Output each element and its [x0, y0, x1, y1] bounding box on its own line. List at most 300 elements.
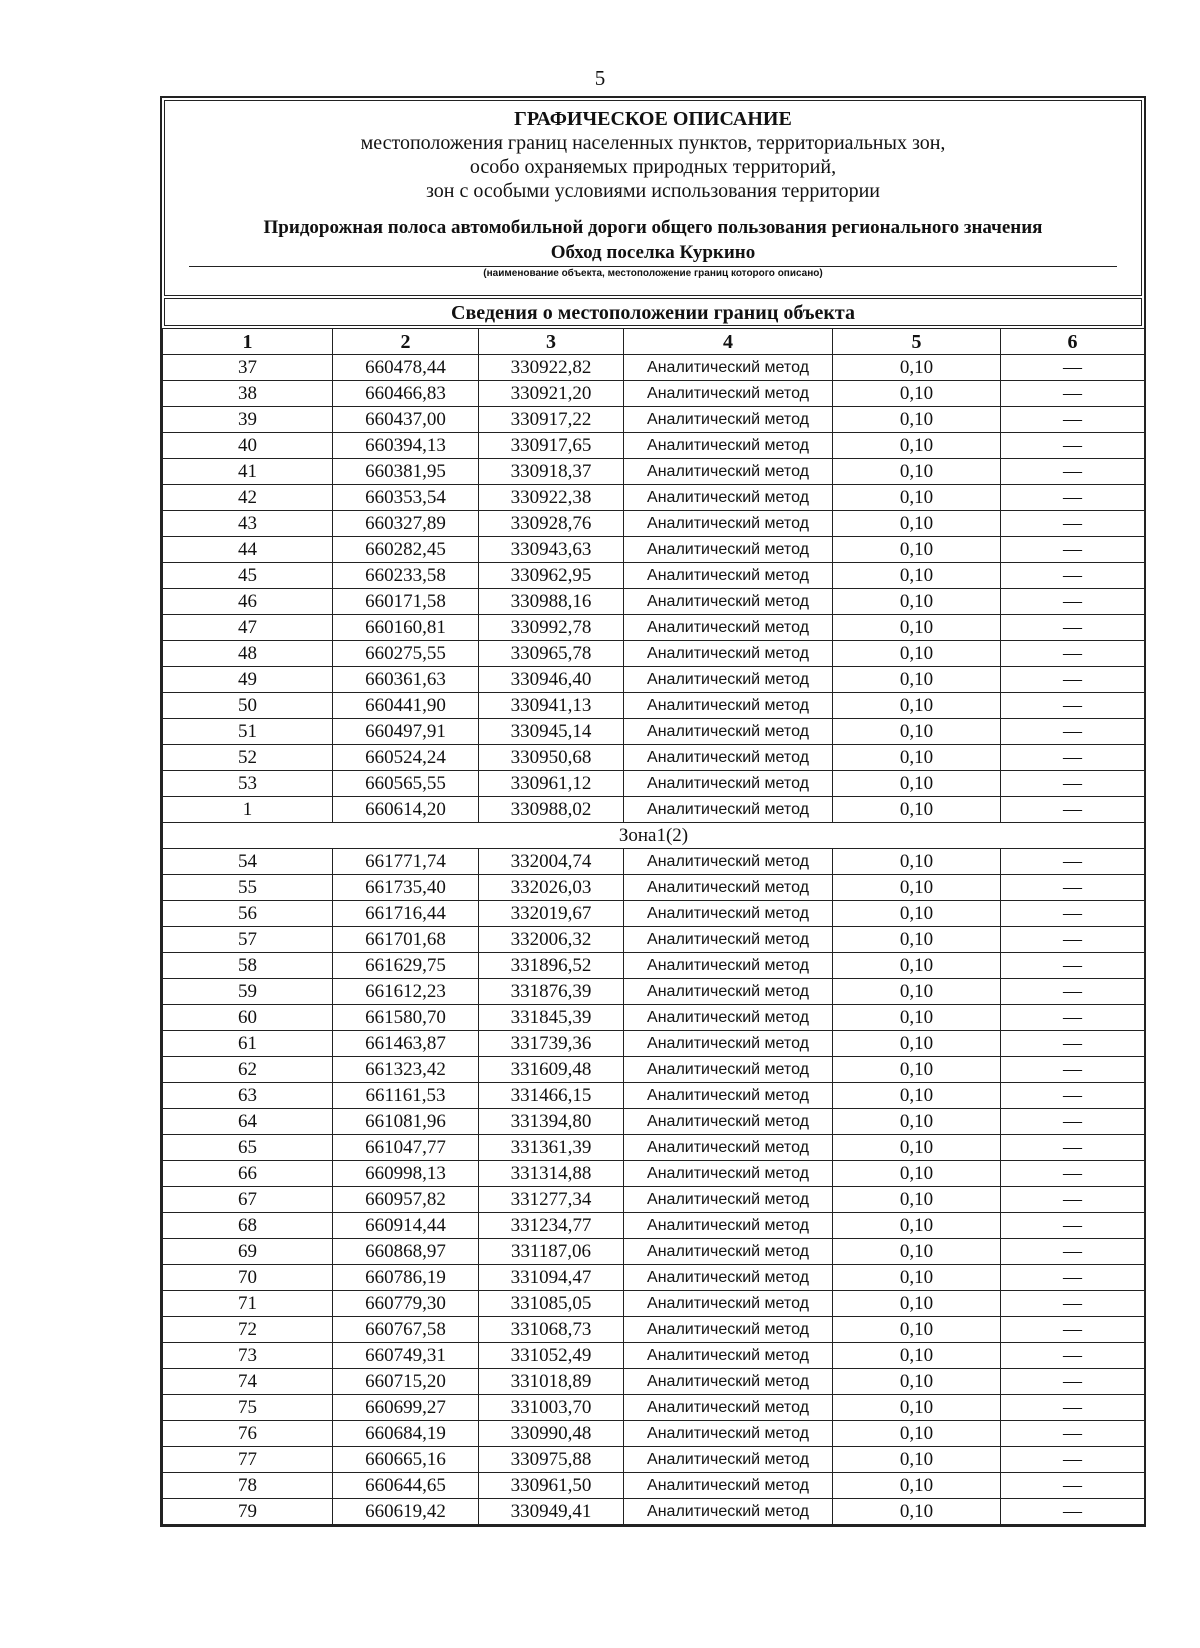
- method-cell: Аналитический метод: [624, 1421, 833, 1447]
- table-row: [163, 901, 1145, 927]
- table-row: [163, 563, 1145, 589]
- table-row: [163, 1473, 1145, 1499]
- description-cell: —: [1001, 563, 1145, 589]
- point-number-cell: 75: [163, 1395, 333, 1421]
- point-number-cell: 68: [163, 1213, 333, 1239]
- description-cell: —: [1001, 407, 1145, 433]
- description-cell: —: [1001, 1031, 1145, 1057]
- y-coordinate-cell: 331085,05: [479, 1291, 624, 1317]
- object-caption: (наименование объекта, местоположение границ которого описано): [483, 268, 823, 279]
- accuracy-cell: 0,10: [833, 927, 1001, 953]
- point-number-cell: 74: [163, 1369, 333, 1395]
- y-coordinate-cell: 331394,80: [479, 1109, 624, 1135]
- y-coordinate-cell: 330961,50: [479, 1473, 624, 1499]
- x-coordinate-cell: 660441,90: [333, 693, 479, 719]
- x-coordinate-cell: 660767,58: [333, 1317, 479, 1343]
- table-row: [163, 1395, 1145, 1421]
- description-cell: —: [1001, 433, 1145, 459]
- accuracy-cell: 0,10: [833, 667, 1001, 693]
- point-number-cell: 69: [163, 1239, 333, 1265]
- description-cell: —: [1001, 745, 1145, 771]
- method-cell: Аналитический метод: [624, 641, 833, 667]
- x-coordinate-cell: 660684,19: [333, 1421, 479, 1447]
- x-coordinate-cell: 660699,27: [333, 1395, 479, 1421]
- y-coordinate-cell: 331018,89: [479, 1369, 624, 1395]
- x-coordinate-cell: 661047,77: [333, 1135, 479, 1161]
- method-cell: Аналитический метод: [624, 1291, 833, 1317]
- point-number-cell: 39: [163, 407, 333, 433]
- y-coordinate-cell: 330962,95: [479, 563, 624, 589]
- point-number-cell: 54: [163, 849, 333, 875]
- table-row: [163, 667, 1145, 693]
- description-cell: —: [1001, 1369, 1145, 1395]
- description-cell: —: [1001, 1317, 1145, 1343]
- column-header: 6: [1001, 329, 1145, 355]
- accuracy-cell: 0,10: [833, 589, 1001, 615]
- column-header: 4: [624, 329, 833, 355]
- accuracy-cell: 0,10: [833, 381, 1001, 407]
- y-coordinate-cell: 330922,82: [479, 355, 624, 381]
- x-coordinate-cell: 660437,00: [333, 407, 479, 433]
- section-title: Сведения о местоположении границ объекта: [164, 298, 1142, 326]
- accuracy-cell: 0,10: [833, 719, 1001, 745]
- table-row: [163, 875, 1145, 901]
- description-cell: —: [1001, 1499, 1145, 1525]
- x-coordinate-cell: 660614,20: [333, 797, 479, 823]
- point-number-cell: 37: [163, 355, 333, 381]
- point-number-cell: 44: [163, 537, 333, 563]
- table-row: [163, 1213, 1145, 1239]
- table-row: [163, 537, 1145, 563]
- x-coordinate-cell: 660282,45: [333, 537, 479, 563]
- y-coordinate-cell: 331896,52: [479, 953, 624, 979]
- table-row: [163, 927, 1145, 953]
- table-row: [163, 1499, 1145, 1525]
- accuracy-cell: 0,10: [833, 485, 1001, 511]
- method-cell: Аналитический метод: [624, 1135, 833, 1161]
- accuracy-cell: 0,10: [833, 355, 1001, 381]
- method-cell: Аналитический метод: [624, 875, 833, 901]
- y-coordinate-cell: 330922,38: [479, 485, 624, 511]
- point-number-cell: 76: [163, 1421, 333, 1447]
- header-line-1: местоположения границ населенных пунктов, территориальных зон,: [360, 132, 946, 154]
- description-cell: —: [1001, 589, 1145, 615]
- table-body: [163, 355, 1145, 1525]
- description-cell: —: [1001, 1265, 1145, 1291]
- point-number-cell: 58: [163, 953, 333, 979]
- table-row: [163, 1265, 1145, 1291]
- x-coordinate-cell: 660497,91: [333, 719, 479, 745]
- method-cell: Аналитический метод: [624, 927, 833, 953]
- description-cell: —: [1001, 355, 1145, 381]
- header-line-2: особо охраняемых природных территорий,: [469, 156, 837, 178]
- y-coordinate-cell: 330917,65: [479, 433, 624, 459]
- y-coordinate-cell: 332006,32: [479, 927, 624, 953]
- accuracy-cell: 0,10: [833, 1005, 1001, 1031]
- accuracy-cell: 0,10: [833, 1265, 1001, 1291]
- description-cell: —: [1001, 485, 1145, 511]
- method-cell: Аналитический метод: [624, 1083, 833, 1109]
- method-cell: Аналитический метод: [624, 849, 833, 875]
- table-row: [163, 1447, 1145, 1473]
- description-cell: —: [1001, 1187, 1145, 1213]
- accuracy-cell: 0,10: [833, 849, 1001, 875]
- accuracy-cell: 0,10: [833, 979, 1001, 1005]
- method-cell: Аналитический метод: [624, 953, 833, 979]
- method-cell: Аналитический метод: [624, 1317, 833, 1343]
- table-row: [163, 719, 1145, 745]
- y-coordinate-cell: 331466,15: [479, 1083, 624, 1109]
- description-cell: —: [1001, 459, 1145, 485]
- y-coordinate-cell: 331876,39: [479, 979, 624, 1005]
- x-coordinate-cell: 660478,44: [333, 355, 479, 381]
- x-coordinate-cell: 660565,55: [333, 771, 479, 797]
- point-number-cell: 79: [163, 1499, 333, 1525]
- description-cell: —: [1001, 537, 1145, 563]
- x-coordinate-cell: 661629,75: [333, 953, 479, 979]
- description-cell: —: [1001, 1239, 1145, 1265]
- point-number-cell: 73: [163, 1343, 333, 1369]
- description-cell: —: [1001, 693, 1145, 719]
- y-coordinate-cell: 330921,20: [479, 381, 624, 407]
- x-coordinate-cell: 661701,68: [333, 927, 479, 953]
- method-cell: Аналитический метод: [624, 1005, 833, 1031]
- accuracy-cell: 0,10: [833, 1499, 1001, 1525]
- column-header: 3: [479, 329, 624, 355]
- accuracy-cell: 0,10: [833, 1317, 1001, 1343]
- point-number-cell: 59: [163, 979, 333, 1005]
- y-coordinate-cell: 331609,48: [479, 1057, 624, 1083]
- document-header: [164, 100, 1142, 296]
- description-cell: —: [1001, 849, 1145, 875]
- description-cell: —: [1001, 1161, 1145, 1187]
- table-row: [163, 953, 1145, 979]
- description-cell: —: [1001, 1291, 1145, 1317]
- x-coordinate-cell: 660715,20: [333, 1369, 479, 1395]
- table-row: [163, 615, 1145, 641]
- table-row: [163, 589, 1145, 615]
- method-cell: Аналитический метод: [624, 459, 833, 485]
- point-number-cell: 63: [163, 1083, 333, 1109]
- point-number-cell: 70: [163, 1265, 333, 1291]
- accuracy-cell: 0,10: [833, 1031, 1001, 1057]
- y-coordinate-cell: 331068,73: [479, 1317, 624, 1343]
- y-coordinate-cell: 330928,76: [479, 511, 624, 537]
- method-cell: Аналитический метод: [624, 745, 833, 771]
- page-number: 5: [594, 66, 606, 90]
- point-number-cell: 64: [163, 1109, 333, 1135]
- accuracy-cell: 0,10: [833, 771, 1001, 797]
- table-row: [163, 1317, 1145, 1343]
- method-cell: Аналитический метод: [624, 615, 833, 641]
- accuracy-cell: 0,10: [833, 1291, 1001, 1317]
- accuracy-cell: 0,10: [833, 1369, 1001, 1395]
- accuracy-cell: 0,10: [833, 511, 1001, 537]
- method-cell: Аналитический метод: [624, 355, 833, 381]
- method-cell: Аналитический метод: [624, 381, 833, 407]
- accuracy-cell: 0,10: [833, 693, 1001, 719]
- description-cell: —: [1001, 381, 1145, 407]
- y-coordinate-cell: 331314,88: [479, 1161, 624, 1187]
- method-cell: Аналитический метод: [624, 1265, 833, 1291]
- point-number-cell: 61: [163, 1031, 333, 1057]
- point-number-cell: 48: [163, 641, 333, 667]
- y-coordinate-cell: 330961,12: [479, 771, 624, 797]
- y-coordinate-cell: 330943,63: [479, 537, 624, 563]
- y-coordinate-cell: 330946,40: [479, 667, 624, 693]
- method-cell: Аналитический метод: [624, 1057, 833, 1083]
- y-coordinate-cell: 332026,03: [479, 875, 624, 901]
- table-row: [163, 745, 1145, 771]
- point-number-cell: 55: [163, 875, 333, 901]
- point-number-cell: 46: [163, 589, 333, 615]
- method-cell: Аналитический метод: [624, 1343, 833, 1369]
- x-coordinate-cell: 661323,42: [333, 1057, 479, 1083]
- x-coordinate-cell: 660619,42: [333, 1499, 479, 1525]
- description-cell: —: [1001, 641, 1145, 667]
- x-coordinate-cell: 661612,23: [333, 979, 479, 1005]
- x-coordinate-cell: 660275,55: [333, 641, 479, 667]
- table-row: [163, 849, 1145, 875]
- x-coordinate-cell: 660353,54: [333, 485, 479, 511]
- method-cell: Аналитический метод: [624, 719, 833, 745]
- description-cell: —: [1001, 1421, 1145, 1447]
- point-number-cell: 38: [163, 381, 333, 407]
- y-coordinate-cell: 330917,22: [479, 407, 624, 433]
- point-number-cell: 45: [163, 563, 333, 589]
- point-number-cell: 50: [163, 693, 333, 719]
- accuracy-cell: 0,10: [833, 459, 1001, 485]
- method-cell: Аналитический метод: [624, 589, 833, 615]
- y-coordinate-cell: 332004,74: [479, 849, 624, 875]
- table-row: [163, 1161, 1145, 1187]
- y-coordinate-cell: 331845,39: [479, 1005, 624, 1031]
- y-coordinate-cell: 331234,77: [479, 1213, 624, 1239]
- y-coordinate-cell: 330965,78: [479, 641, 624, 667]
- method-cell: Аналитический метод: [624, 1109, 833, 1135]
- method-cell: Аналитический метод: [624, 797, 833, 823]
- x-coordinate-cell: 660957,82: [333, 1187, 479, 1213]
- x-coordinate-cell: 661463,87: [333, 1031, 479, 1057]
- accuracy-cell: 0,10: [833, 407, 1001, 433]
- point-number-cell: 56: [163, 901, 333, 927]
- table-row: [163, 1109, 1145, 1135]
- description-cell: —: [1001, 901, 1145, 927]
- column-header: 5: [833, 329, 1001, 355]
- table-row: [163, 407, 1145, 433]
- x-coordinate-cell: 660868,97: [333, 1239, 479, 1265]
- zone-label: Зона1(2): [163, 823, 1145, 849]
- table-row: [163, 771, 1145, 797]
- table-row: [163, 979, 1145, 1005]
- method-cell: Аналитический метод: [624, 1499, 833, 1525]
- y-coordinate-cell: 331739,36: [479, 1031, 624, 1057]
- point-number-cell: 71: [163, 1291, 333, 1317]
- description-cell: —: [1001, 719, 1145, 745]
- y-coordinate-cell: 330988,16: [479, 589, 624, 615]
- point-number-cell: 40: [163, 433, 333, 459]
- table-row: [163, 511, 1145, 537]
- point-number-cell: 62: [163, 1057, 333, 1083]
- y-coordinate-cell: 331052,49: [479, 1343, 624, 1369]
- x-coordinate-cell: 660665,16: [333, 1447, 479, 1473]
- document-frame: [160, 96, 1146, 1527]
- x-coordinate-cell: 660524,24: [333, 745, 479, 771]
- description-cell: —: [1001, 615, 1145, 641]
- x-coordinate-cell: 660779,30: [333, 1291, 479, 1317]
- method-cell: Аналитический метод: [624, 433, 833, 459]
- point-number-cell: 42: [163, 485, 333, 511]
- description-cell: —: [1001, 1083, 1145, 1109]
- point-number-cell: 1: [163, 797, 333, 823]
- point-number-cell: 53: [163, 771, 333, 797]
- method-cell: Аналитический метод: [624, 537, 833, 563]
- accuracy-cell: 0,10: [833, 641, 1001, 667]
- accuracy-cell: 0,10: [833, 797, 1001, 823]
- method-cell: Аналитический метод: [624, 1473, 833, 1499]
- table-row: [163, 1031, 1145, 1057]
- accuracy-cell: 0,10: [833, 563, 1001, 589]
- y-coordinate-cell: 330975,88: [479, 1447, 624, 1473]
- point-number-cell: 78: [163, 1473, 333, 1499]
- description-cell: —: [1001, 1135, 1145, 1161]
- zone-divider-row: [163, 823, 1145, 849]
- x-coordinate-cell: 660914,44: [333, 1213, 479, 1239]
- description-cell: —: [1001, 1473, 1145, 1499]
- x-coordinate-cell: 661771,74: [333, 849, 479, 875]
- x-coordinate-cell: 660394,13: [333, 433, 479, 459]
- x-coordinate-cell: 660466,83: [333, 381, 479, 407]
- table-row: [163, 1083, 1145, 1109]
- method-cell: Аналитический метод: [624, 485, 833, 511]
- y-coordinate-cell: 330945,14: [479, 719, 624, 745]
- description-cell: —: [1001, 1343, 1145, 1369]
- description-cell: —: [1001, 1447, 1145, 1473]
- point-number-cell: 52: [163, 745, 333, 771]
- accuracy-cell: 0,10: [833, 1057, 1001, 1083]
- table-row: [163, 1187, 1145, 1213]
- accuracy-cell: 0,10: [833, 1421, 1001, 1447]
- accuracy-cell: 0,10: [833, 1213, 1001, 1239]
- y-coordinate-cell: 331361,39: [479, 1135, 624, 1161]
- method-cell: Аналитический метод: [624, 1395, 833, 1421]
- accuracy-cell: 0,10: [833, 433, 1001, 459]
- method-cell: Аналитический метод: [624, 693, 833, 719]
- accuracy-cell: 0,10: [833, 1473, 1001, 1499]
- point-number-cell: 41: [163, 459, 333, 485]
- accuracy-cell: 0,10: [833, 615, 1001, 641]
- description-cell: —: [1001, 1395, 1145, 1421]
- description-cell: —: [1001, 875, 1145, 901]
- x-coordinate-cell: 661716,44: [333, 901, 479, 927]
- x-coordinate-cell: 660233,58: [333, 563, 479, 589]
- table-row: [163, 1005, 1145, 1031]
- table-row: [163, 1135, 1145, 1161]
- method-cell: Аналитический метод: [624, 901, 833, 927]
- method-cell: Аналитический метод: [624, 979, 833, 1005]
- description-cell: —: [1001, 511, 1145, 537]
- point-number-cell: 77: [163, 1447, 333, 1473]
- object-name-line-1: Придорожная полоса автомобильной дороги общего пользования регионального значения: [263, 217, 1043, 238]
- point-number-cell: 43: [163, 511, 333, 537]
- description-cell: —: [1001, 927, 1145, 953]
- y-coordinate-cell: 330988,02: [479, 797, 624, 823]
- accuracy-cell: 0,10: [833, 875, 1001, 901]
- method-cell: Аналитический метод: [624, 1239, 833, 1265]
- method-cell: Аналитический метод: [624, 1213, 833, 1239]
- description-cell: —: [1001, 1213, 1145, 1239]
- x-coordinate-cell: 660327,89: [333, 511, 479, 537]
- x-coordinate-cell: 660361,63: [333, 667, 479, 693]
- accuracy-cell: 0,10: [833, 1395, 1001, 1421]
- y-coordinate-cell: 331003,70: [479, 1395, 624, 1421]
- point-number-cell: 65: [163, 1135, 333, 1161]
- table-row: [163, 1057, 1145, 1083]
- table-header-row: [163, 329, 1145, 355]
- description-cell: —: [1001, 979, 1145, 1005]
- x-coordinate-cell: 660160,81: [333, 615, 479, 641]
- document-title: ГРАФИЧЕСКОЕ ОПИСАНИЕ: [514, 108, 792, 130]
- column-header: 1: [163, 329, 333, 355]
- method-cell: Аналитический метод: [624, 1031, 833, 1057]
- x-coordinate-cell: 660786,19: [333, 1265, 479, 1291]
- y-coordinate-cell: 331094,47: [479, 1265, 624, 1291]
- point-number-cell: 72: [163, 1317, 333, 1343]
- description-cell: —: [1001, 1109, 1145, 1135]
- method-cell: Аналитический метод: [624, 407, 833, 433]
- method-cell: Аналитический метод: [624, 771, 833, 797]
- accuracy-cell: 0,10: [833, 901, 1001, 927]
- description-cell: —: [1001, 1057, 1145, 1083]
- point-number-cell: 51: [163, 719, 333, 745]
- x-coordinate-cell: 660381,95: [333, 459, 479, 485]
- description-cell: —: [1001, 1005, 1145, 1031]
- accuracy-cell: 0,10: [833, 1161, 1001, 1187]
- table-row: [163, 459, 1145, 485]
- method-cell: Аналитический метод: [624, 667, 833, 693]
- y-coordinate-cell: 332019,67: [479, 901, 624, 927]
- y-coordinate-cell: 330992,78: [479, 615, 624, 641]
- y-coordinate-cell: 330918,37: [479, 459, 624, 485]
- accuracy-cell: 0,10: [833, 537, 1001, 563]
- point-number-cell: 67: [163, 1187, 333, 1213]
- table-row: [163, 1291, 1145, 1317]
- table-row: [163, 1343, 1145, 1369]
- method-cell: Аналитический метод: [624, 1447, 833, 1473]
- table-row: [163, 381, 1145, 407]
- description-cell: —: [1001, 953, 1145, 979]
- accuracy-cell: 0,10: [833, 1239, 1001, 1265]
- accuracy-cell: 0,10: [833, 745, 1001, 771]
- method-cell: Аналитический метод: [624, 1161, 833, 1187]
- x-coordinate-cell: 660644,65: [333, 1473, 479, 1499]
- point-number-cell: 66: [163, 1161, 333, 1187]
- x-coordinate-cell: 661735,40: [333, 875, 479, 901]
- y-coordinate-cell: 330950,68: [479, 745, 624, 771]
- description-cell: —: [1001, 667, 1145, 693]
- point-number-cell: 57: [163, 927, 333, 953]
- point-number-cell: 49: [163, 667, 333, 693]
- accuracy-cell: 0,10: [833, 1447, 1001, 1473]
- table-row: [163, 641, 1145, 667]
- point-number-cell: 60: [163, 1005, 333, 1031]
- x-coordinate-cell: 660749,31: [333, 1343, 479, 1369]
- table-row: [163, 693, 1145, 719]
- table-row: [163, 485, 1145, 511]
- accuracy-cell: 0,10: [833, 1135, 1001, 1161]
- accuracy-cell: 0,10: [833, 1109, 1001, 1135]
- method-cell: Аналитический метод: [624, 1369, 833, 1395]
